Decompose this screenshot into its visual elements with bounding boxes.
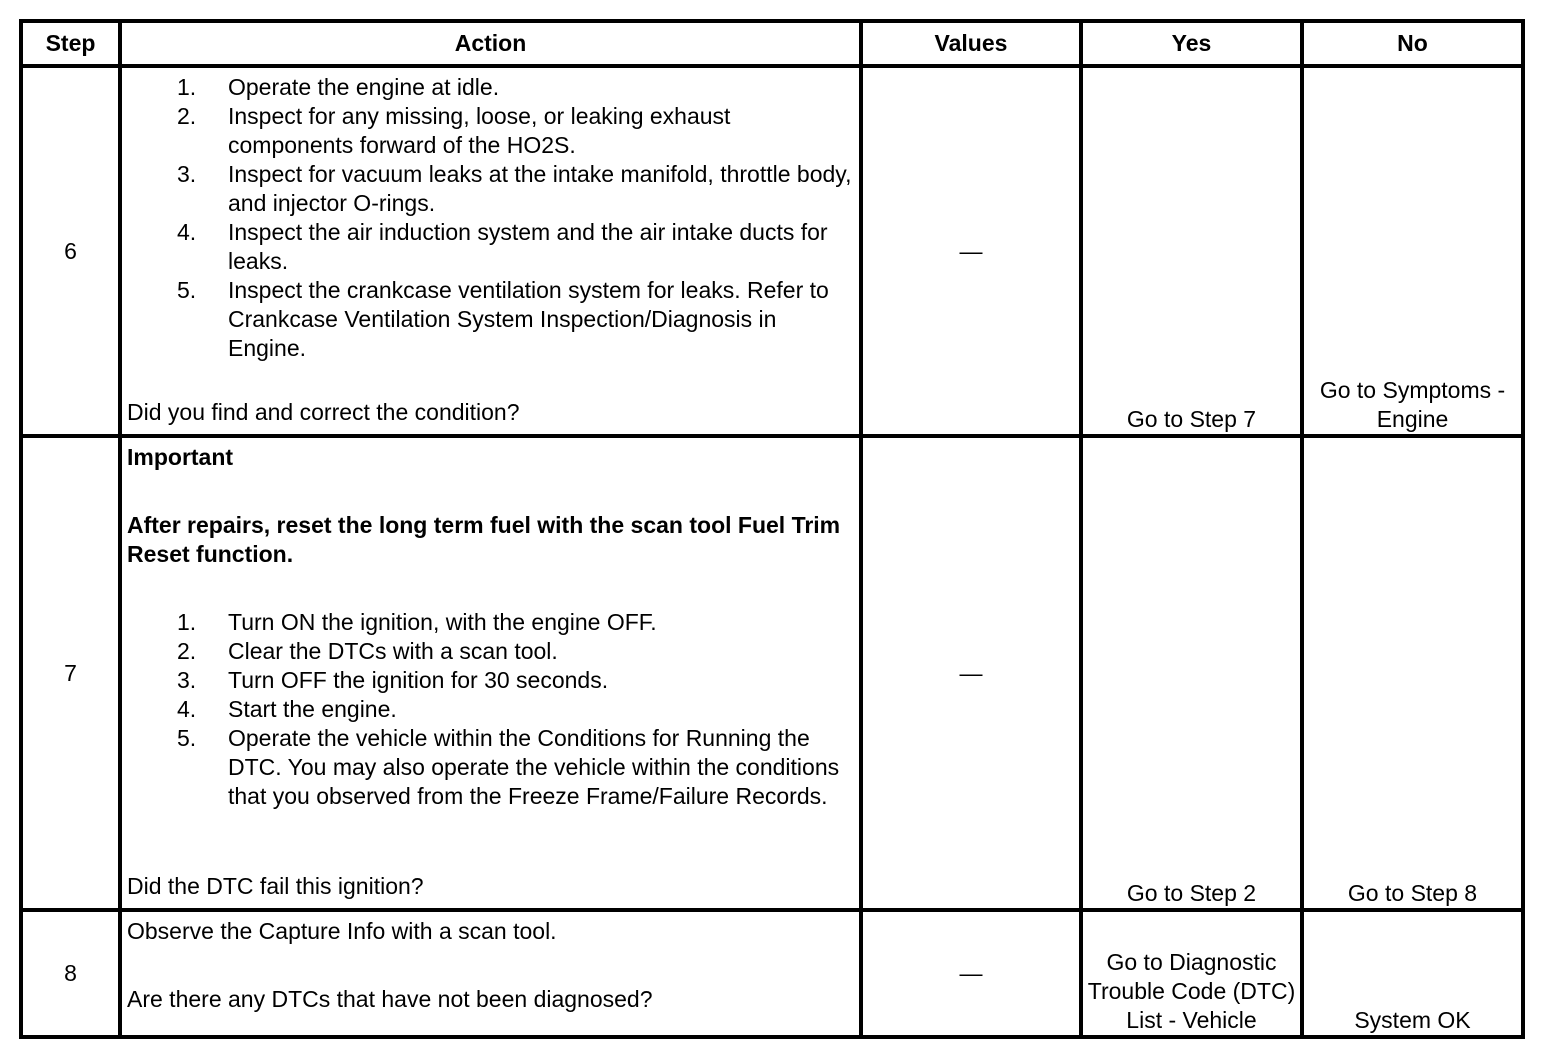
list-item bbox=[127, 160, 855, 218]
item-text: Operate the vehicle within the Conditions for Running the DTC. You may also operate the vehicle within the conditions that you observed from the Freeze Frame/Failure Records. bbox=[228, 725, 840, 809]
values-cell bbox=[861, 66, 1081, 436]
em-dash: — bbox=[959, 237, 983, 264]
list-item bbox=[127, 218, 855, 276]
table-row-step-6 bbox=[21, 66, 1523, 436]
list-item bbox=[127, 666, 855, 695]
diagnostic-table bbox=[19, 19, 1525, 1039]
step-number: 7 bbox=[21, 436, 120, 910]
item-text: Inspect for vacuum leaks at the intake manifold, throttle body, and injector O-rings. bbox=[228, 161, 852, 216]
item-text: Inspect for any missing, loose, or leaking exhaust components forward of the HO2S. bbox=[228, 103, 731, 158]
important-title: Important bbox=[127, 444, 234, 470]
list-item bbox=[127, 102, 855, 160]
list-item bbox=[127, 695, 855, 724]
item-number: 1. bbox=[177, 74, 197, 100]
item-number: 1. bbox=[177, 609, 197, 635]
item-text: Turn OFF the ignition for 30 seconds. bbox=[228, 667, 609, 693]
list-item bbox=[127, 276, 855, 363]
action-steps-list bbox=[127, 608, 855, 811]
item-text: Inspect the air induction system and the air intake ducts for leaks. bbox=[228, 219, 828, 274]
step-number: 6 bbox=[21, 66, 120, 436]
values-cell bbox=[861, 436, 1081, 910]
table-row-step-8 bbox=[21, 910, 1523, 1037]
step-question: Did you find and correct the condition? bbox=[127, 399, 520, 425]
no-cell: Go to Step 8 bbox=[1302, 436, 1523, 910]
yes-cell: Go to Step 2 bbox=[1081, 436, 1302, 910]
header-no: No bbox=[1302, 21, 1523, 66]
list-item bbox=[127, 724, 855, 811]
list-item bbox=[127, 608, 855, 637]
action-instruction: Observe the Capture Info with a scan tool. bbox=[127, 918, 557, 944]
item-text: Turn ON the ignition, with the engine OFF. bbox=[228, 609, 657, 635]
values-cell bbox=[861, 910, 1081, 1037]
header-row bbox=[21, 21, 1523, 66]
item-number: 2. bbox=[177, 638, 197, 664]
item-text: Clear the DTCs with a scan tool. bbox=[228, 638, 558, 664]
action-steps-list bbox=[127, 73, 855, 363]
item-number: 3. bbox=[177, 667, 197, 693]
step-number: 8 bbox=[21, 910, 120, 1037]
no-cell: System OK bbox=[1302, 910, 1523, 1037]
action-cell bbox=[120, 66, 861, 436]
item-text: Start the engine. bbox=[228, 696, 397, 722]
item-text: Operate the engine at idle. bbox=[228, 74, 500, 100]
yes-cell: Go to Step 7 bbox=[1081, 66, 1302, 436]
action-cell bbox=[120, 910, 861, 1037]
yes-cell: Go to Diagnostic Trouble Code (DTC) List - Vehicle bbox=[1081, 910, 1302, 1037]
header-values: Values bbox=[861, 21, 1081, 66]
no-cell: Go to Symptoms - Engine bbox=[1302, 66, 1523, 436]
step-question: Are there any DTCs that have not been diagnosed? bbox=[127, 986, 653, 1012]
header-yes: Yes bbox=[1081, 21, 1302, 66]
item-text: Inspect the crankcase ventilation system for leaks. Refer to Crankcase Ventilation System Inspection/Diagnosis in Engine. bbox=[228, 277, 829, 361]
item-number: 4. bbox=[177, 696, 197, 722]
item-number: 5. bbox=[177, 277, 197, 303]
step-question: Did the DTC fail this ignition? bbox=[127, 873, 424, 899]
list-item bbox=[127, 73, 855, 102]
em-dash: — bbox=[959, 659, 983, 686]
item-number: 4. bbox=[177, 219, 197, 245]
table-row-step-7 bbox=[21, 436, 1523, 910]
header-step: Step bbox=[21, 21, 120, 66]
header-action: Action bbox=[120, 21, 861, 66]
important-note: After repairs, reset the long term fuel with the scan tool Fuel Trim Reset function. bbox=[127, 512, 841, 567]
em-dash: — bbox=[959, 960, 983, 986]
item-number: 5. bbox=[177, 725, 197, 751]
list-item bbox=[127, 637, 855, 666]
item-number: 3. bbox=[177, 161, 197, 187]
item-number: 2. bbox=[177, 103, 197, 129]
action-cell bbox=[120, 436, 861, 910]
